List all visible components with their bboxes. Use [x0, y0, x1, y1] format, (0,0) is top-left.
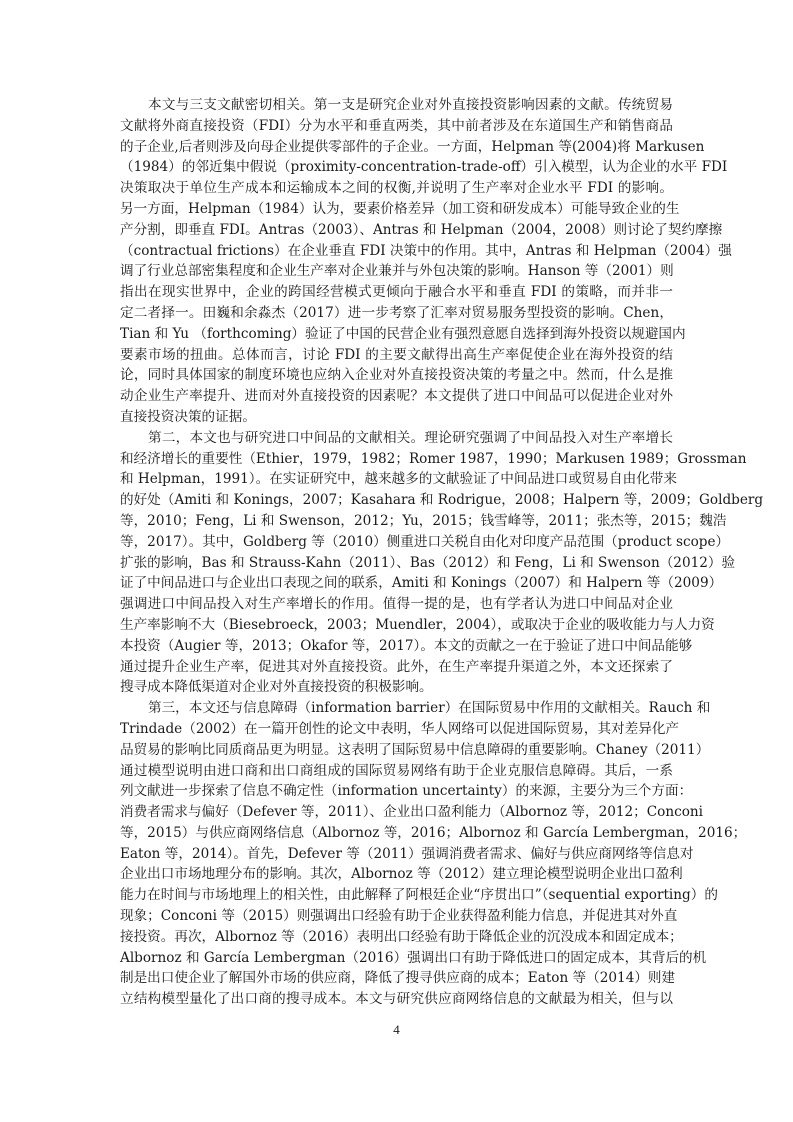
text-line: 第三，本文还与信息障碍（information barrier）在国际贸易中作用的文献相关。Rauch 和 [148, 700, 711, 717]
text-line: 强调进口中间品投入对生产率增长的作用。值得一提的是，也有学者认为进口中间品对企业 [120, 596, 673, 613]
text-line: Trindade（2002）在一篇开创性的论文中表明，华人网络可以促进国际贸易，其对差异化产 [120, 720, 680, 737]
text-line: 产分割，即垂直 FDI。Antras（2003）、Antras 和 Helpman（2004，2008）则讨论了契约摩擦 [120, 221, 723, 238]
text-line: Albornoz 和 García Lembergman（2016）强调出口有助于降低进口的固定成本，其背后的机 [120, 949, 707, 966]
text-line: 和经济增长的重要性（Ethier，1979，1982；Romer 1987，1990；Markusen 1989；Grossman [120, 450, 747, 467]
text-line: （contractual frictions）在企业垂直 FDI 决策中的作用。其中，Antras 和 Helpman（2004）强 [120, 242, 732, 259]
text-line: 要素市场的扭曲。总体而言，讨论 FDI 的主要文献得出高生产率促使企业在海外投资的结 [120, 346, 673, 363]
paragraph [120, 428, 764, 698]
text-line: 消费者需求与偏好（Defever 等，2011）、企业出口盈利能力（Albornoz 等，2012；Conconi [120, 804, 704, 821]
text-line: Eaton 等，2014）。首先，Defever 等（2011）强调消费者需求、偏好与供应商网络等信息对 [120, 845, 694, 862]
text-line: 等，2017）。其中，Goldberg 等（2010）侧重进口关税自由化对印度产品范围（product scope） [120, 533, 730, 550]
text-line: 接投资。再次，Albornoz 等（2016）表明出口经验有助于降低企业的沉没成本和固定成本； [120, 928, 683, 945]
text-line: Tian 和 Yu （forthcoming）验证了中国的民营企业有强烈意愿自选择到海外投资以规避国内 [120, 325, 686, 342]
paragraph [120, 698, 747, 1010]
page-number: 4 [393, 1022, 400, 1037]
text-line: 列文献进一步探索了信息不确定性（information uncertainty）的来源，主要分为三个方面： [120, 783, 693, 800]
text-line: 等，2010；Feng，Li 和 Swenson，2012；Yu，2015；钱雪峰等，2011；张杰等，2015；魏浩 [120, 512, 727, 529]
paragraphs-container [120, 95, 764, 1010]
text-line: 立结构模型量化了出口商的搜寻成本。本文与研究供应商网络信息的文献最为相关，但与以 [120, 991, 673, 1008]
text-line: 和 Helpman，1991）。在实证研究中，越来越多的文献验证了中间品进口或贸易自由化带来 [120, 471, 677, 488]
text-line: 动企业生产率提升、进而对外直接投资的因素呢？本文提供了进口中间品可以促进企业对外 [120, 388, 673, 405]
paper-body [120, 95, 764, 1010]
text-line: 通过模型说明由进口商和出口商组成的国际贸易网络有助于企业克服信息障碍。其后，一系 [120, 762, 673, 779]
text-line: 证了中间品进口与企业出口表现之间的联系，Amiti 和 Konings（2007）和 Halpern 等（2009） [120, 575, 723, 592]
text-line: 扩张的影响，Bas 和 Strauss-Kahn（2011）、Bas（2012）和 Feng，Li 和 Swenson（2012）验 [120, 554, 736, 571]
text-line: 定二者择一。田巍和余淼杰（2017）进一步考察了汇率对贸易服务型投资的影响。Chen， [120, 304, 673, 321]
text-line: 企业出口市场地理分布的影响。其次，Albornoz 等（2012）建立理论模型说明企业出口盈利 [120, 866, 683, 883]
text-line: 通过提升企业生产率，促进其对外直接投资。此外，在生产率提升渠道之外，本文还探索了 [120, 658, 673, 675]
text-line: 现象；Conconi 等（2015）则强调出口经验有助于企业获得盈利能力信息，并促进其对外直 [120, 908, 678, 925]
text-line: 决策取决于单位生产成本和运输成本之间的权衡,并说明了生产率对企业水平 FDI 的影响。 [120, 180, 673, 197]
text-line: 本文与三支文献密切相关。第一支是研究企业对外直接投资影响因素的文献。传统贸易 [148, 97, 673, 113]
text-line: （1984）的邻近集中假说（proximity-concentration-trade-off）引入模型，认为企业的水平 FDI [120, 159, 728, 176]
text-line: 直接投资决策的证据。 [120, 408, 256, 425]
text-line: 品贸易的影响比同质商品更为明显。这表明了国际贸易中信息障碍的重要影响。Chaney（2011） [120, 741, 710, 758]
text-line: 能力在时间与市场地理上的相关性，由此解释了阿根廷企业“序贯出口”（sequential exporting）的 [120, 887, 718, 904]
paragraph [120, 95, 732, 428]
text-line: 本投资（Augier 等，2013；Okafor 等，2017）。本文的贡献之一在于验证了进口中间品能够 [120, 637, 693, 654]
text-line: 文献将外商直接投资（FDI）分为水平和垂直两类，其中前者涉及在东道国生产和销售商品 [120, 117, 673, 134]
text-line: 制是出口使企业了解国外市场的供应商，降低了搜寻供应商的成本；Eaton 等（2014）则建 [120, 970, 676, 987]
text-line: 论，同时具体国家的制度环境也应纳入企业对外直接投资决策的考量之中。然而，什么是推 [120, 367, 673, 384]
text-line: 搜寻成本降低渠道对企业对外直接投资的积极影响。 [120, 679, 433, 696]
text-line: 的好处（Amiti 和 Konings，2007；Kasahara 和 Rodrigue，2008；Halpern 等，2009；Goldberg [120, 492, 764, 509]
text-line: 生产率影响不大（Biesebroeck，2003；Muendler，2004），或取决于企业的吸收能力与人力资 [120, 616, 715, 633]
text-line: 的子企业,后者则涉及向母企业提供零部件的子企业。一方面，Helpman 等(2004)将 Markusen [120, 138, 705, 155]
text-line: 调了行业总部密集程度和企业生产率对企业兼并与外包决策的影响。Hanson 等（2001）则 [120, 263, 674, 280]
text-line: 指出在现实世界中，企业的跨国经营模式更倾向于融合水平和垂直 FDI 的策略，而并非一 [120, 284, 673, 301]
text-line: 等，2015）与供应商网络信息（Albornoz 等，2016；Albornoz 和 García Lembergman，2016； [120, 824, 747, 841]
text-line: 第二，本文也与研究进口中间品的文献相关。理论研究强调了中间品投入对生产率增长 [148, 429, 673, 446]
text-line: 另一方面，Helpman（1984）认为，要素价格差异（加工资和研发成本）可能导致企业的生 [120, 200, 680, 217]
